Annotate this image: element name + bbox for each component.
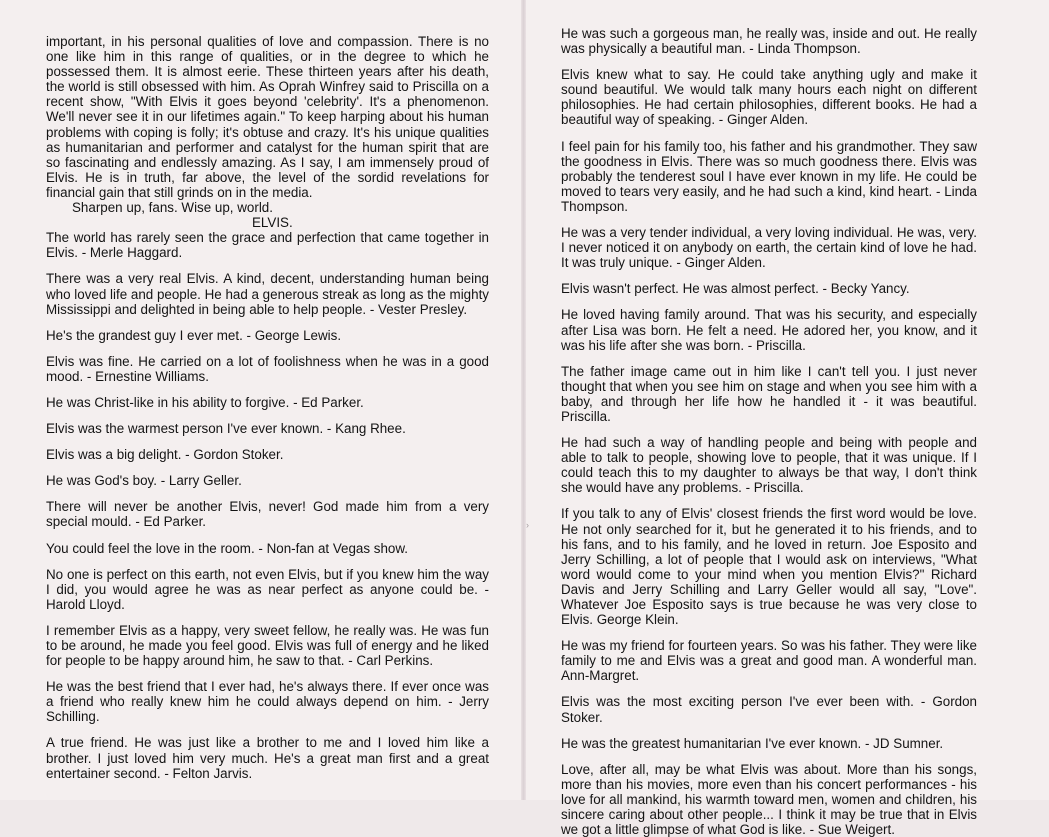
opening-paragraph: important, in his personal qualities of love and compassion. There is no one like him in this range of qualities, or in the degree to which he possessed them. It is almost eerie. These thirteen years after his death, the world is still obsessed with him. As Oprah Winfrey said to Priscilla on a recent show, "With Elvis it goes beyond 'celebrity'. It's a phenomenon. We'll never see it in our lifetimes again." To keep harping about his human problems with coping is folly; it's obtuse and crazy. It's his unique qualities as humanitarian and performer and catalyst for the human spirit that are so fascinating and endlessly amazing. As I say, I am immensely proud of Elvis. He is in truth, far above, the level of the sordid revelations for financial gain that still grinds on in the media. (46, 34, 489, 200)
quote: Elvis wasn't perfect. He was almost perfect. - Becky Yancy. (561, 281, 910, 297)
right-page (523, 0, 1049, 837)
section-title: ELVIS. (252, 215, 293, 231)
quote: There will never be another Elvis, never! God made him from a very special mould. - Ed Parker. (46, 499, 489, 530)
quote: He was the greatest humanitarian I've ever known. - JD Sumner. (561, 735, 944, 751)
quote: Elvis was a big delight. - Gordon Stoker. (46, 447, 284, 463)
quote: You could feel the love in the room. - Non-fan at Vegas show. (46, 540, 409, 556)
quote: If you talk to any of Elvis' closest friends the first word would be love. He not only searched for it, but he generated it to his friends, and to his fans, and to his family, and he loved in return. Joe Esposito and Jerry Schilling, a lot of people that I would ask on interviews, "What word would come to your mind when you mention Elvis?" Richard Davis and Jerry Schilling and Larry Geller would all say, "Love". Whatever Joe Esposito says is true because he was very close to Elvis. George Klein. (561, 506, 977, 628)
quote: The father image came out in him like I can't tell you. I just never thought that when you see him on stage and when you see him with a baby, and through her life how he handled it - it was beautiful. Priscilla. (561, 363, 977, 424)
left-page (0, 0, 523, 800)
quote: He was my friend for fourteen years. So was his father. They were like family to me and Elvis was a great and good man. A wonderful man. Ann-Margret. (561, 638, 977, 684)
quote: Elvis was the most exciting person I've ever been with. - Gordon Stoker. (561, 694, 977, 725)
quote: He had such a way of handling people and being with people and able to talk to people, showing love to people, that it was unique. If I could teach this to my daughter to always be that way, I don't think she would have any problems. - Priscilla. (561, 435, 977, 496)
quote: I feel pain for his family too, his father and his grandmother. They saw the goodness in Elvis. There was so much goodness there. Elvis was probably the tenderest soul I have ever known in my life. He could be moved to tears very easily, and he had such a kind, kind heart. - Linda Thompson. (561, 138, 977, 214)
quote: He was the best friend that I ever had, he's always there. If ever once was a friend who really knew him he could always depend on him. - Jerry Schilling. (46, 679, 489, 725)
quote: He was a very tender individual, a very loving individual. He was, very. I never noticed it on anybody on earth, the certain kind of love he had. It was truly unique. - Ginger Alden. (561, 225, 977, 271)
quote: The world has rarely seen the grace and perfection that came together in Elvis. - Merle Haggard. (46, 230, 489, 261)
quote: Love, after all, may be what Elvis was about. More than his songs, more than his movies, more even than his concert performances - his love for all mankind, his warmth toward men, women and children, his sincere caring about other people... I think it may be true that in Elvis we got a little glimpse of what God is like. - Sue Weigert. (561, 761, 977, 837)
quote: There was a very real Elvis. A kind, decent, understanding human being who loved life and people. He had a generous streak as long as the mighty Mississippi and delighted in being able to help people. - Vester Presley. (46, 271, 489, 317)
quote: He was Christ-like in his ability to forgive. - Ed Parker. (46, 394, 364, 410)
closing-line: Sharpen up, fans. Wise up, world. (72, 200, 273, 216)
quote: Elvis was the warmest person I've ever known. - Kang Rhee. (46, 421, 406, 437)
quote: Elvis knew what to say. He could take anything ugly and make it sound beautiful. We would talk many hours each night on different philosophies. He had certain philosophies, different books. He had a beautiful way of speaking. - Ginger Alden. (561, 67, 977, 128)
quote: He loved having family around. That was his security, and especially after Lisa was born. He felt a need. He adored her, you know, and it was his life after she was born. - Priscilla. (561, 307, 977, 353)
quote: He was such a gorgeous man, he really was, inside and out. He really was physically a beautiful man. - Linda Thompson. (561, 26, 977, 57)
quote: Elvis was fine. He carried on a lot of foolishness when he was in a good mood. - Ernestine Williams. (46, 353, 489, 384)
quote: No one is perfect on this earth, not even Elvis, but if you knew him the way I did, you would agree he was as near perfect as anyone could be. - Harold Lloyd. (46, 566, 489, 612)
quote: A true friend. He was just like a brother to me and I loved him like a brother. I just loved him very much. He's a great man first and a great entertainer second. - Felton Jarvis. (46, 735, 489, 781)
quote: He was God's boy. - Larry Geller. (46, 473, 242, 489)
quote: I remember Elvis as a happy, very sweet fellow, he really was. He was fun to be around, he made you feel good. Elvis was full of energy and he liked for people to be happy around him, he saw to that. - Carl Perkins. (46, 622, 489, 669)
gutter-mark: › (526, 520, 529, 530)
quote: He's the grandest guy I ever met. - George Lewis. (46, 327, 342, 343)
